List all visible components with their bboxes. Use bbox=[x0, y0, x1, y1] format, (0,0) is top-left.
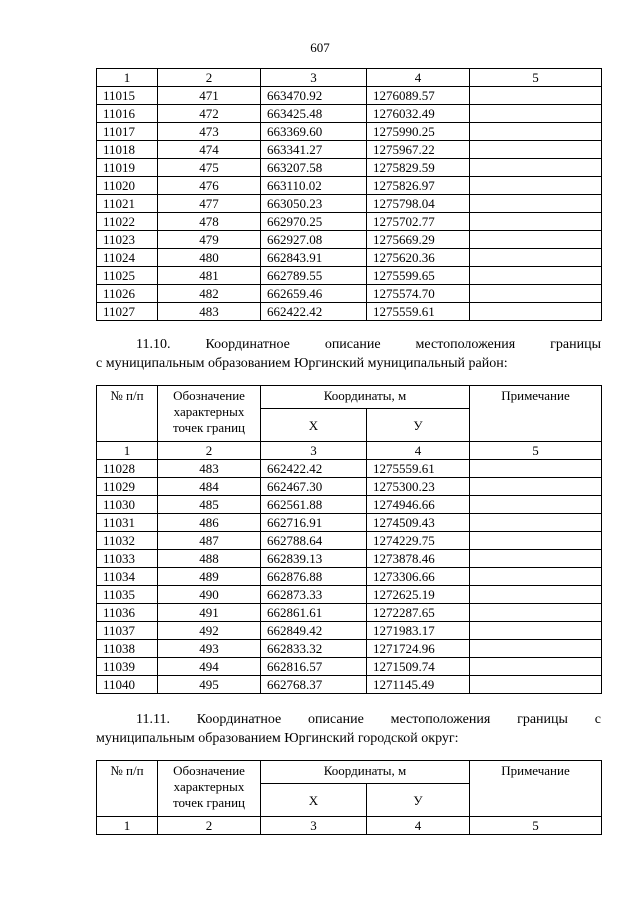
table-row bbox=[97, 532, 602, 550]
header-number-4: 4 bbox=[367, 442, 470, 460]
cell-x: 662927.08 bbox=[261, 231, 367, 249]
cell-number: 11024 bbox=[97, 249, 158, 267]
cell-number: 11019 bbox=[97, 159, 158, 177]
cell-point: 473 bbox=[158, 123, 261, 141]
table-row bbox=[97, 586, 602, 604]
cell-number: 11030 bbox=[97, 496, 158, 514]
table-row bbox=[97, 622, 602, 640]
cell-y: 1273878.46 bbox=[367, 550, 470, 568]
table-header-numbers-row bbox=[97, 817, 602, 835]
cell-x: 662422.42 bbox=[261, 460, 367, 478]
cell-note bbox=[470, 604, 602, 622]
cell-note bbox=[470, 640, 602, 658]
section-11-10-text bbox=[96, 335, 601, 373]
cell-x: 662422.42 bbox=[261, 303, 367, 321]
cell-note bbox=[470, 568, 602, 586]
cell-x: 662970.25 bbox=[261, 213, 367, 231]
table-row bbox=[97, 478, 602, 496]
cell-y: 1275620.36 bbox=[367, 249, 470, 267]
table-row bbox=[97, 640, 602, 658]
col-header-point: Обозначение характерных точек границ bbox=[158, 761, 261, 817]
header-number-4: 4 bbox=[367, 817, 470, 835]
cell-x: 663110.02 bbox=[261, 177, 367, 195]
table-header-row bbox=[97, 386, 602, 409]
table-row bbox=[97, 213, 602, 231]
cell-number: 11029 bbox=[97, 478, 158, 496]
cell-x: 662716.91 bbox=[261, 514, 367, 532]
table-row bbox=[97, 604, 602, 622]
cell-y: 1275798.04 bbox=[367, 195, 470, 213]
cell-y: 1274509.43 bbox=[367, 514, 470, 532]
cell-y: 1275990.25 bbox=[367, 123, 470, 141]
cell-y: 1271983.17 bbox=[367, 622, 470, 640]
cell-x: 662849.42 bbox=[261, 622, 367, 640]
col-header-x: Х bbox=[261, 784, 367, 817]
cell-number: 11040 bbox=[97, 676, 158, 694]
cell-number: 11031 bbox=[97, 514, 158, 532]
section-11-11-line-2: муниципальным образованием Юргинский городской округ: bbox=[96, 731, 459, 746]
cell-note bbox=[470, 213, 602, 231]
table-row bbox=[97, 123, 602, 141]
section-11-10-line-2: с муниципальным образованием Юргинский муниципальный район: bbox=[96, 356, 508, 371]
cell-x: 663207.58 bbox=[261, 159, 367, 177]
cell-note bbox=[470, 123, 602, 141]
table-header-numbers-row bbox=[97, 69, 602, 87]
cell-note bbox=[470, 105, 602, 123]
cell-x: 662833.32 bbox=[261, 640, 367, 658]
cell-number: 11035 bbox=[97, 586, 158, 604]
table-row bbox=[97, 87, 602, 105]
cell-note bbox=[470, 658, 602, 676]
header-number-2: 2 bbox=[158, 442, 261, 460]
table-row bbox=[97, 159, 602, 177]
table-header-row bbox=[97, 761, 602, 784]
cell-point: 489 bbox=[158, 568, 261, 586]
cell-y: 1276089.57 bbox=[367, 87, 470, 105]
header-number-5: 5 bbox=[470, 69, 602, 87]
cell-note bbox=[470, 141, 602, 159]
cell-note bbox=[470, 478, 602, 496]
cell-point: 484 bbox=[158, 478, 261, 496]
table-row bbox=[97, 249, 602, 267]
col-header-coordinates: Координаты, м bbox=[261, 761, 470, 784]
cell-y: 1275967.22 bbox=[367, 141, 470, 159]
cell-number: 11028 bbox=[97, 460, 158, 478]
cell-note bbox=[470, 267, 602, 285]
table-row bbox=[97, 460, 602, 478]
cell-x: 662467.30 bbox=[261, 478, 367, 496]
cell-x: 662816.57 bbox=[261, 658, 367, 676]
cell-point: 477 bbox=[158, 195, 261, 213]
header-number-4: 4 bbox=[367, 69, 470, 87]
cell-y: 1275829.59 bbox=[367, 159, 470, 177]
table-row bbox=[97, 141, 602, 159]
cell-note bbox=[470, 460, 602, 478]
cell-x: 662876.88 bbox=[261, 568, 367, 586]
cell-y: 1274229.75 bbox=[367, 532, 470, 550]
header-number-5: 5 bbox=[470, 442, 602, 460]
table-row bbox=[97, 267, 602, 285]
cell-note bbox=[470, 532, 602, 550]
cell-point: 492 bbox=[158, 622, 261, 640]
page-number: 607 bbox=[310, 40, 330, 55]
cell-y: 1275559.61 bbox=[367, 303, 470, 321]
header-number-5: 5 bbox=[470, 817, 602, 835]
cell-point: 493 bbox=[158, 640, 261, 658]
cell-point: 478 bbox=[158, 213, 261, 231]
cell-y: 1276032.49 bbox=[367, 105, 470, 123]
header-number-1: 1 bbox=[97, 69, 158, 87]
cell-number: 11026 bbox=[97, 285, 158, 303]
section-11-11-line-1: 11.11. Координатное описание местоположения границы с bbox=[136, 712, 601, 727]
cell-y: 1274946.66 bbox=[367, 496, 470, 514]
cell-point: 480 bbox=[158, 249, 261, 267]
cell-note bbox=[470, 195, 602, 213]
cell-x: 663369.60 bbox=[261, 123, 367, 141]
cell-number: 11017 bbox=[97, 123, 158, 141]
section-11-10-line-1: 11.10. Координатное описание местоположения границы bbox=[136, 337, 601, 352]
table-row bbox=[97, 303, 602, 321]
cell-x: 663050.23 bbox=[261, 195, 367, 213]
cell-number: 11015 bbox=[97, 87, 158, 105]
cell-y: 1275574.70 bbox=[367, 285, 470, 303]
cell-point: 483 bbox=[158, 303, 261, 321]
cell-y: 1275599.65 bbox=[367, 267, 470, 285]
cell-y: 1275300.23 bbox=[367, 478, 470, 496]
coordinates-table-3 bbox=[96, 760, 602, 835]
cell-number: 11025 bbox=[97, 267, 158, 285]
coordinates-table-2 bbox=[96, 385, 602, 694]
section-11-11-text bbox=[96, 710, 601, 748]
table-row bbox=[97, 177, 602, 195]
cell-y: 1273306.66 bbox=[367, 568, 470, 586]
table-row bbox=[97, 676, 602, 694]
cell-number: 11018 bbox=[97, 141, 158, 159]
cell-number: 11016 bbox=[97, 105, 158, 123]
table-row bbox=[97, 550, 602, 568]
header-number-1: 1 bbox=[97, 442, 158, 460]
cell-note bbox=[470, 622, 602, 640]
coordinates-table-1 bbox=[96, 68, 602, 321]
cell-x: 663470.92 bbox=[261, 87, 367, 105]
table-row bbox=[97, 195, 602, 213]
cell-x: 662659.46 bbox=[261, 285, 367, 303]
table-row bbox=[97, 285, 602, 303]
table-row bbox=[97, 105, 602, 123]
cell-number: 11027 bbox=[97, 303, 158, 321]
cell-point: 494 bbox=[158, 658, 261, 676]
cell-number: 11020 bbox=[97, 177, 158, 195]
cell-y: 1271724.96 bbox=[367, 640, 470, 658]
cell-number: 11033 bbox=[97, 550, 158, 568]
col-header-note: Примечание bbox=[470, 386, 602, 442]
cell-note bbox=[470, 249, 602, 267]
cell-point: 490 bbox=[158, 586, 261, 604]
col-header-note: Примечание bbox=[470, 761, 602, 817]
table-row bbox=[97, 231, 602, 249]
cell-x: 662768.37 bbox=[261, 676, 367, 694]
cell-note bbox=[470, 177, 602, 195]
header-number-3: 3 bbox=[261, 817, 367, 835]
table-row bbox=[97, 568, 602, 586]
cell-number: 11039 bbox=[97, 658, 158, 676]
cell-x: 662839.13 bbox=[261, 550, 367, 568]
col-header-x: Х bbox=[261, 409, 367, 442]
col-header-coordinates: Координаты, м bbox=[261, 386, 470, 409]
cell-x: 663425.48 bbox=[261, 105, 367, 123]
col-header-y: У bbox=[367, 784, 470, 817]
cell-y: 1275669.29 bbox=[367, 231, 470, 249]
cell-note bbox=[470, 496, 602, 514]
cell-point: 491 bbox=[158, 604, 261, 622]
header-number-2: 2 bbox=[158, 69, 261, 87]
cell-note bbox=[470, 285, 602, 303]
cell-point: 486 bbox=[158, 514, 261, 532]
cell-note bbox=[470, 514, 602, 532]
cell-note bbox=[470, 231, 602, 249]
cell-number: 11037 bbox=[97, 622, 158, 640]
header-number-3: 3 bbox=[261, 69, 367, 87]
cell-x: 662788.64 bbox=[261, 532, 367, 550]
cell-x: 662861.61 bbox=[261, 604, 367, 622]
cell-y: 1275702.77 bbox=[367, 213, 470, 231]
cell-point: 474 bbox=[158, 141, 261, 159]
cell-y: 1275559.61 bbox=[367, 460, 470, 478]
col-header-number: № п/п bbox=[97, 386, 158, 442]
cell-y: 1271145.49 bbox=[367, 676, 470, 694]
cell-number: 11036 bbox=[97, 604, 158, 622]
cell-x: 662843.91 bbox=[261, 249, 367, 267]
table-row bbox=[97, 658, 602, 676]
cell-note bbox=[470, 676, 602, 694]
cell-note bbox=[470, 87, 602, 105]
cell-y: 1272625.19 bbox=[367, 586, 470, 604]
cell-point: 488 bbox=[158, 550, 261, 568]
cell-number: 11022 bbox=[97, 213, 158, 231]
cell-y: 1272287.65 bbox=[367, 604, 470, 622]
cell-number: 11038 bbox=[97, 640, 158, 658]
cell-point: 476 bbox=[158, 177, 261, 195]
cell-point: 481 bbox=[158, 267, 261, 285]
cell-x: 662873.33 bbox=[261, 586, 367, 604]
cell-point: 485 bbox=[158, 496, 261, 514]
cell-point: 487 bbox=[158, 532, 261, 550]
cell-point: 495 bbox=[158, 676, 261, 694]
cell-point: 475 bbox=[158, 159, 261, 177]
cell-point: 483 bbox=[158, 460, 261, 478]
table-row bbox=[97, 514, 602, 532]
cell-y: 1271509.74 bbox=[367, 658, 470, 676]
cell-number: 11021 bbox=[97, 195, 158, 213]
cell-number: 11023 bbox=[97, 231, 158, 249]
cell-number: 11034 bbox=[97, 568, 158, 586]
cell-note bbox=[470, 586, 602, 604]
cell-x: 663341.27 bbox=[261, 141, 367, 159]
col-header-number: № п/п bbox=[97, 761, 158, 817]
col-header-point: Обозначение характерных точек границ bbox=[158, 386, 261, 442]
header-number-3: 3 bbox=[261, 442, 367, 460]
cell-x: 662789.55 bbox=[261, 267, 367, 285]
cell-point: 482 bbox=[158, 285, 261, 303]
cell-note bbox=[470, 550, 602, 568]
header-number-2: 2 bbox=[158, 817, 261, 835]
cell-number: 11032 bbox=[97, 532, 158, 550]
cell-note bbox=[470, 159, 602, 177]
cell-x: 662561.88 bbox=[261, 496, 367, 514]
cell-y: 1275826.97 bbox=[367, 177, 470, 195]
header-number-1: 1 bbox=[97, 817, 158, 835]
table-header-numbers-row bbox=[97, 442, 602, 460]
cell-point: 472 bbox=[158, 105, 261, 123]
col-header-y: У bbox=[367, 409, 470, 442]
cell-point: 471 bbox=[158, 87, 261, 105]
table-row bbox=[97, 496, 602, 514]
cell-point: 479 bbox=[158, 231, 261, 249]
cell-note bbox=[470, 303, 602, 321]
